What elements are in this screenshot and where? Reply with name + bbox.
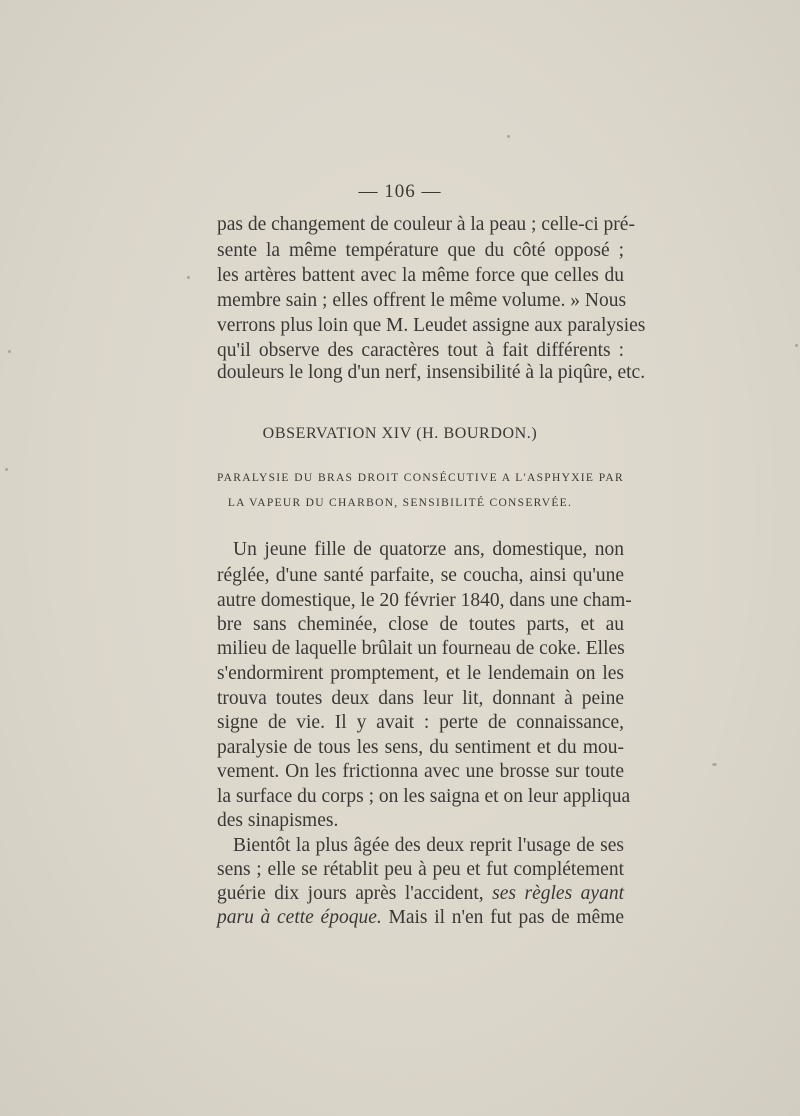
paper-speck [712,763,717,766]
paper-speck [8,350,11,353]
text-line: des sinapismes. [217,810,339,831]
text-line: qu'il observe des caractères tout à fait différents : [217,340,624,361]
text-line: les artères battent avec la même force que celles du [217,265,624,286]
text-line: pas de changement de couleur à la peau ; celle-ci pré- [217,214,635,235]
paper-speck [187,276,190,279]
text-run: guérie dix jours après l'accident, [217,883,484,904]
italic-run: paru à cette époque. [217,907,382,928]
text-line: réglée, d'une santé parfaite, se coucha, ainsi qu'une [217,565,624,586]
text-line: s'endormirent promptement, et le lendemain on les [217,663,624,684]
text-line: douleurs le long d'un nerf, insensibilité à la piqûre, etc. [217,362,646,383]
text-line: autre domestique, le 20 février 1840, dans une cham- [217,590,632,611]
paper-speck [507,135,510,138]
paper-speck [795,344,798,347]
text-line [217,881,624,907]
page-number: — 106 — [358,181,442,202]
text-line: sente la même température que du côté opposé ; [217,240,624,261]
italic-run: ses règles ayant [492,883,625,904]
text-line: Un jeune fille de quatorze ans, domestique, non [233,539,624,560]
observation-subtitle-line: LA VAPEUR DU CHARBON, SENSIBILITÉ CONSERVÉE. [227,497,573,509]
text-line: signe de vie. Il y avait : perte de connaissance, [217,712,624,733]
text-line: trouva toutes deux dans leur lit, donnant à peine [217,688,624,709]
text-line: vement. On les frictionna avec une brosse sur toute [217,761,624,782]
text-line [217,905,624,931]
observation-subtitle-line: PARALYSIE DU BRAS DROIT CONSÉCUTIVE A L'ASPHYXIE PAR [217,472,624,484]
text-run: Mais il n'en fut pas de même [388,907,625,928]
text-line: paralysie de tous les sens, du sentiment et du mou- [217,737,624,758]
text-line: milieu de laquelle brûlait un fourneau de coke. Elles [217,638,625,659]
text-line: Bientôt la plus âgée des deux reprit l'usage de ses [233,835,624,856]
text-line: membre sain ; elles offrent le même volume. » Nous [217,290,627,311]
observation-title: OBSERVATION XIV (H. BOURDON.) [262,425,538,442]
text-line: verrons plus loin que M. Leudet assigne aux paralysies [217,315,646,336]
paper-speck [5,468,8,471]
text-line: sens ; elle se rétablit peu à peu et fut complétement [217,859,624,880]
text-line: la surface du corps ; on les saigna et on leur appliqua [217,786,631,807]
text-line: bre sans cheminée, close de toutes parts, et au [217,614,624,635]
